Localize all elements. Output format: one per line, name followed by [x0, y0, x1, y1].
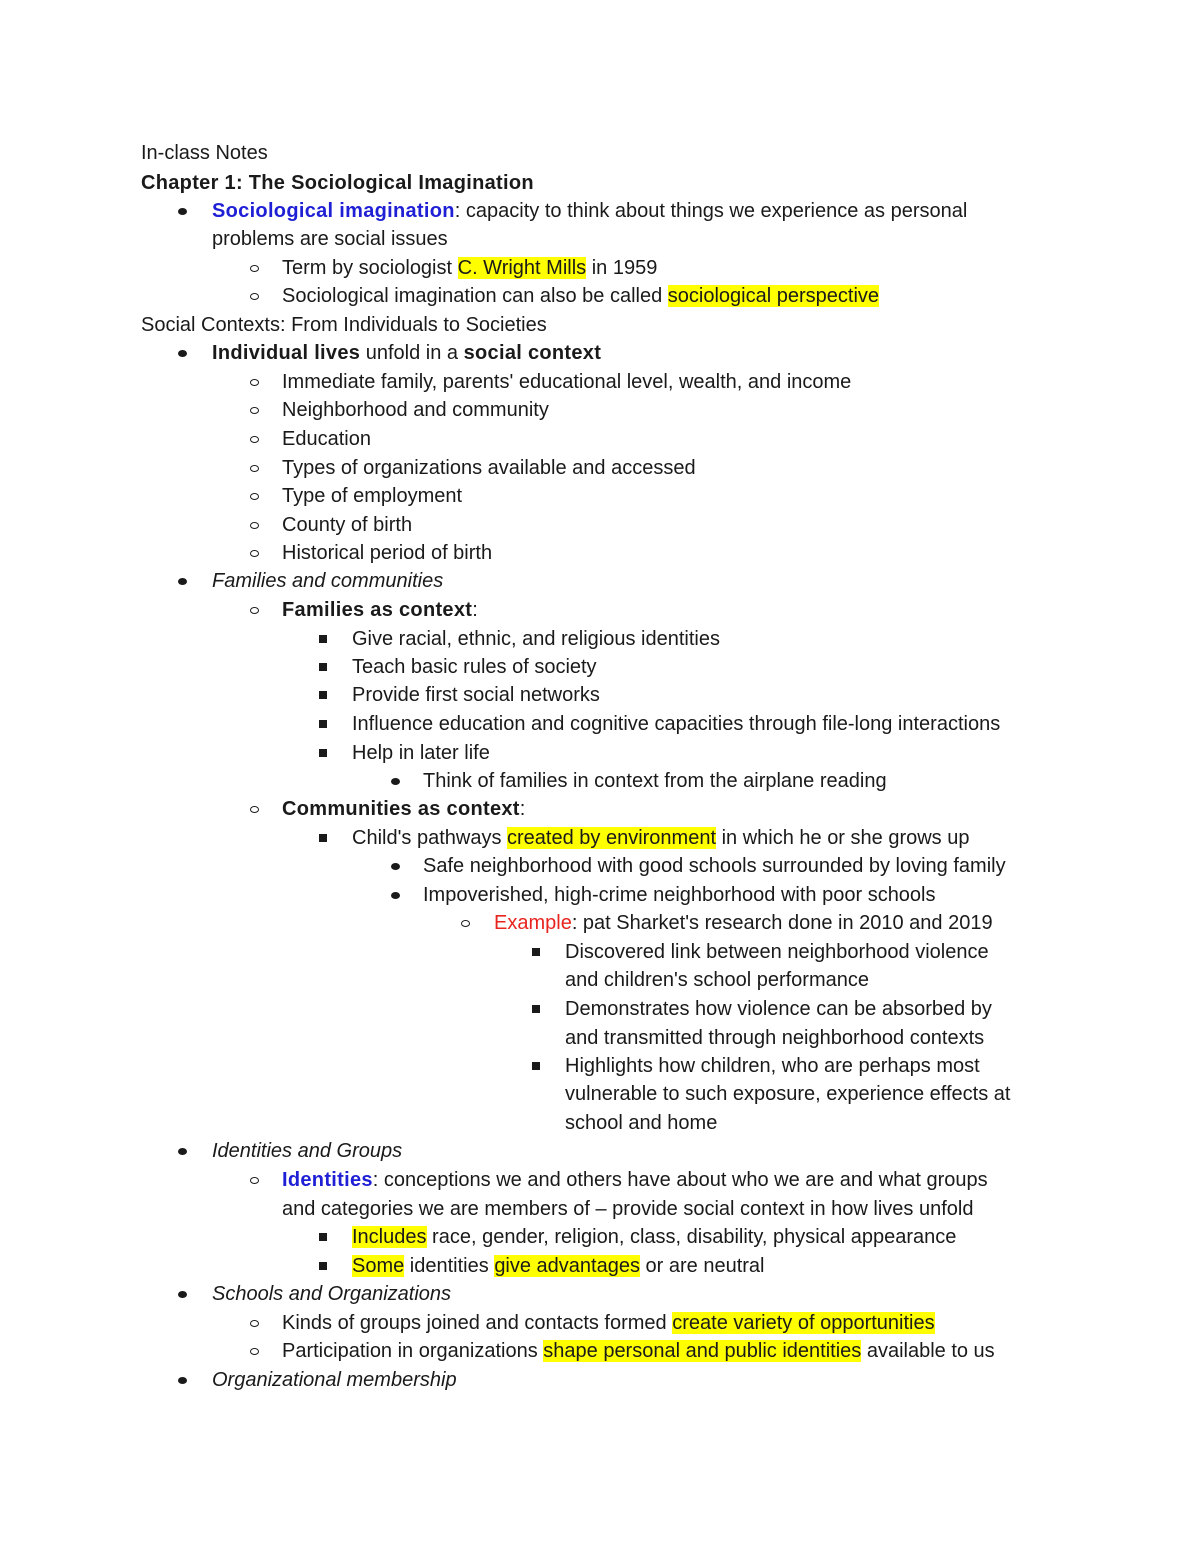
bullet-square-icon	[313, 625, 333, 653]
bullet-disc-icon	[172, 1366, 192, 1394]
list-item-text: Some identities give advantages or are neutral	[352, 1255, 765, 1277]
list-item-text: Identities and Groups	[212, 1140, 403, 1162]
list-item-text: Example: pat Sharket's research done in 2010 and 2019	[494, 912, 993, 934]
list-item-text: Teach basic rules of society	[352, 656, 597, 678]
bullet-circle-icon	[244, 482, 264, 510]
list-item-text: Child's pathways created by environment in which he or she grows up	[352, 827, 970, 849]
term-identities: Identities	[282, 1169, 373, 1191]
chapter-title: Chapter 1: The Sociological Imagination	[141, 172, 534, 194]
term-sociological-imagination: Sociological imagination	[212, 200, 455, 222]
list-item-text: Kinds of groups joined and contacts formed create variety of opportunities	[282, 1312, 935, 1334]
bullet-circle-icon	[244, 368, 264, 396]
example-label: Example	[494, 912, 572, 934]
list-item-text: Type of employment	[282, 485, 463, 507]
bullet-square-icon	[526, 1052, 546, 1080]
bullet-disc-icon	[172, 197, 192, 225]
list-item-text: Sociological imagination: capacity to think about things we experience as personal	[212, 200, 968, 222]
bullet-disc-icon	[172, 1280, 192, 1308]
list-item-text: Communities as context:	[282, 798, 526, 820]
highlight: Includes	[352, 1226, 427, 1248]
list-item-text: Immediate family, parents' educational level, wealth, and income	[282, 371, 852, 393]
document-page: In-class Notes Chapter 1: The Sociological Imagination Sociological imagination: capacity to think about things we experience as personal problems are social issues Term by sociologist C. Wright Mills in 1959 Sociological imagination can also be called sociological perspective Social Contexts: From Individuals to Societies Individual lives unfold in a social context Immediate family, parents' educational level, wealth, and income Neighborhood and community Education Types of organizations available and accessed Type of employment County of birth Historical period of birth Families and communities Families as context: Give racial, ethnic, and religious identities Teach basic rules of society Provide first social networks Influence education and cognitive capacities through file-long interactions Help in later life Think of families in context from the airplane reading Communities as context: Child's pathways created by environment in which he or she grows up Safe neighborhood with good schools surrounded by loving family Impoverished, high-crime neighborhood with poor schools Example: pat Sharket's research done in 2010 and 2019 Discovered link between neighborhood violence and children's school performance Demonstrates how violence can be absorbed by and transmitted through neighborhood contexts Highlights how children, who are perhaps most vulnerable to such exposure, experience effects at school and home Identities and Groups Identities: conceptions we and others have about who we are and what groups and categories we are members of – provide social context in how lives unfold Includes race, gender, religion, class, disability, physical appearance Some identities give advantages or are neutral Schools and Organizations Kinds of groups joined and contacts formed create variety of opportunities Participation in organizations shape personal and public identities available to us Organizational membership	[0, 0, 1200, 1553]
list-item-text: Families as context:	[282, 599, 478, 621]
notes-label: In-class Notes	[141, 142, 268, 164]
highlight: C. Wright Mills	[457, 257, 587, 279]
bullet-circle-icon	[244, 596, 264, 624]
list-item-text: Identities: conceptions we and others have about who we are and what groups	[282, 1169, 988, 1191]
bullet-square-icon	[526, 995, 546, 1023]
bullet-circle-icon	[244, 254, 264, 282]
highlight: create variety of opportunities	[672, 1312, 935, 1334]
list-item-text: Historical period of birth	[282, 542, 493, 564]
bullet-circle-icon	[244, 1166, 264, 1194]
list-item-text: Influence education and cognitive capacities through file-long interactions	[352, 713, 1001, 735]
bullet-disc-icon	[172, 1137, 192, 1165]
list-item-text: Highlights how children, who are perhaps most	[565, 1055, 980, 1077]
bullet-circle-icon	[244, 539, 264, 567]
list-item-text: Includes race, gender, religion, class, disability, physical appearance	[352, 1226, 957, 1248]
list-item-text: Schools and Organizations	[212, 1283, 452, 1305]
bullet-square-icon	[526, 938, 546, 966]
highlight: sociological perspective	[667, 285, 880, 307]
highlight: Some	[352, 1255, 405, 1277]
list-item-text: County of birth	[282, 514, 413, 536]
bullet-disc-icon	[172, 339, 192, 367]
list-item-text: Types of organizations available and accessed	[282, 457, 696, 479]
list-item-text: Discovered link between neighborhood violence	[565, 941, 989, 963]
list-item-text: Neighborhood and community	[282, 399, 549, 421]
list-item-text: Give racial, ethnic, and religious identities	[352, 628, 720, 650]
list-item-text: Demonstrates how violence can be absorbed by	[565, 998, 992, 1020]
bullet-circle-icon	[244, 396, 264, 424]
list-item-text: Sociological imagination can also be called sociological perspective	[282, 285, 880, 307]
highlight: shape personal and public identities	[543, 1340, 862, 1362]
list-item-text: Think of families in context from the airplane reading	[423, 770, 887, 792]
bullet-circle-icon	[244, 1337, 264, 1365]
highlight: give advantages	[494, 1255, 640, 1277]
list-item-text: Impoverished, high-crime neighborhood with poor schools	[423, 884, 936, 906]
bullet-disc-icon	[385, 767, 405, 795]
bullet-disc-icon	[385, 852, 405, 880]
highlight: created by environment	[507, 827, 717, 849]
list-item-text: Safe neighborhood with good schools surrounded by loving family	[423, 855, 1006, 877]
list-item-text: Help in later life	[352, 742, 490, 764]
bullet-circle-icon	[244, 795, 264, 823]
bullet-square-icon	[313, 1223, 333, 1251]
bullet-square-icon	[313, 710, 333, 738]
list-item-text: Education	[282, 428, 371, 450]
list-item-text: Organizational membership	[212, 1369, 457, 1391]
list-item-text: Families and communities	[212, 570, 444, 592]
bullet-square-icon	[313, 824, 333, 852]
bullet-circle-icon	[244, 1309, 264, 1337]
bullet-circle-icon	[455, 909, 475, 937]
list-item-text: Term by sociologist C. Wright Mills in 1959	[282, 257, 658, 279]
bullet-circle-icon	[244, 425, 264, 453]
bullet-square-icon	[313, 681, 333, 709]
bullet-square-icon	[313, 739, 333, 767]
section-heading: Social Contexts: From Individuals to Societies	[141, 314, 547, 336]
bullet-disc-icon	[172, 567, 192, 595]
bullet-disc-icon	[385, 881, 405, 909]
bullet-circle-icon	[244, 454, 264, 482]
bullet-circle-icon	[244, 282, 264, 310]
bullet-square-icon	[313, 1252, 333, 1280]
bullet-square-icon	[313, 653, 333, 681]
list-item-text: Provide first social networks	[352, 684, 600, 706]
list-item-text: Individual lives unfold in a social context	[212, 342, 602, 364]
bullet-circle-icon	[244, 511, 264, 539]
list-item-text: Participation in organizations shape personal and public identities available to us	[282, 1340, 995, 1362]
